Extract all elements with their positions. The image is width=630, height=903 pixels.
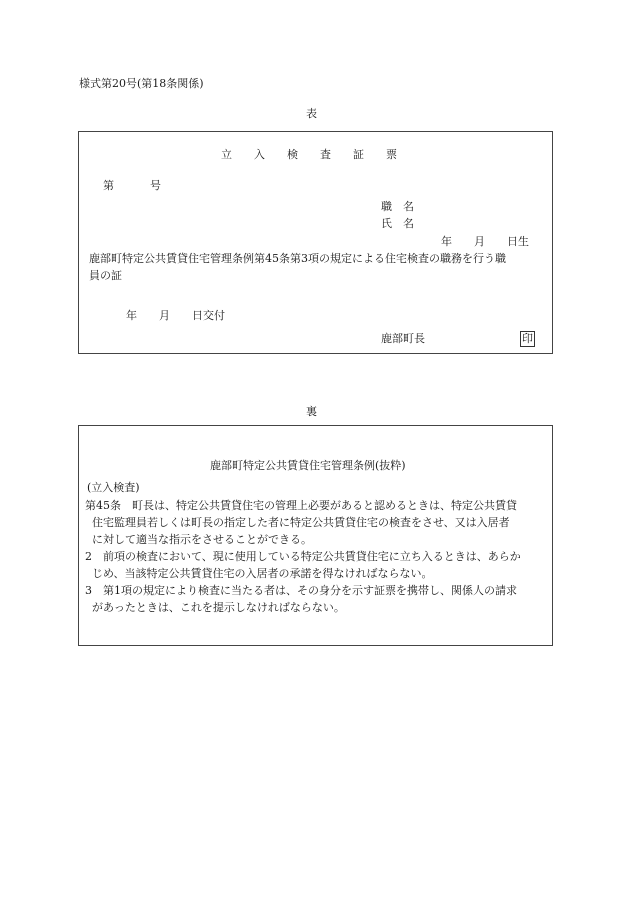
description-line-2: 員の証 <box>89 269 122 282</box>
paragraph-3-line-1: 3 第1項の規定により検査に当たる者は、その身分を示す証票を携帯し、関係人の請求 <box>85 584 517 597</box>
paragraph-3-line-2: があったときは、これを提示しなければならない。 <box>92 601 345 614</box>
front-card <box>78 131 553 354</box>
paragraph-2-line-1: 2 前項の検査において、現に使用している特定公共賃貸住宅に立ち入るときは、あらか <box>85 550 521 563</box>
position-label: 職 名 <box>381 200 414 213</box>
birth-date: 年 月 日生 <box>441 235 529 248</box>
description-line-1: 鹿部町特定公共賃貸住宅管理条例第45条第3項の規定による住宅検査の職務を行う職 <box>89 252 506 265</box>
name-label: 氏 名 <box>381 217 414 230</box>
article-45-line-2: 住宅監理員若しくは町長の指定した者に特定公共賃貸住宅の検査をさせ、又は入居者 <box>92 516 510 529</box>
number-prefix: 第 <box>103 179 114 192</box>
back-card <box>78 425 553 646</box>
form-number: 様式第20号(第18条関係) <box>79 77 204 90</box>
back-label: 裏 <box>306 405 317 418</box>
article-45-line-1: 第45条 町長は、特定公共賃貸住宅の管理上必要があると認めるときは、特定公共賃貸 <box>85 499 517 512</box>
seal-mark: 印 <box>522 332 533 345</box>
paragraph-2-line-2: じめ、当該特定公共賃貸住宅の入居者の承諾を得なければならない。 <box>92 567 433 580</box>
article-caption: (立入検査) <box>87 481 140 494</box>
issue-date: 年 月 日交付 <box>126 309 225 322</box>
article-45-line-3: に対して適当な指示をさせることができる。 <box>92 533 312 546</box>
number-suffix: 号 <box>150 179 161 192</box>
card-title: 立入検査証票 <box>221 148 419 161</box>
ordinance-title: 鹿部町特定公共賃貸住宅管理条例(抜粋) <box>210 459 406 472</box>
front-label: 表 <box>306 107 317 120</box>
issuer: 鹿部町長 <box>381 332 425 345</box>
